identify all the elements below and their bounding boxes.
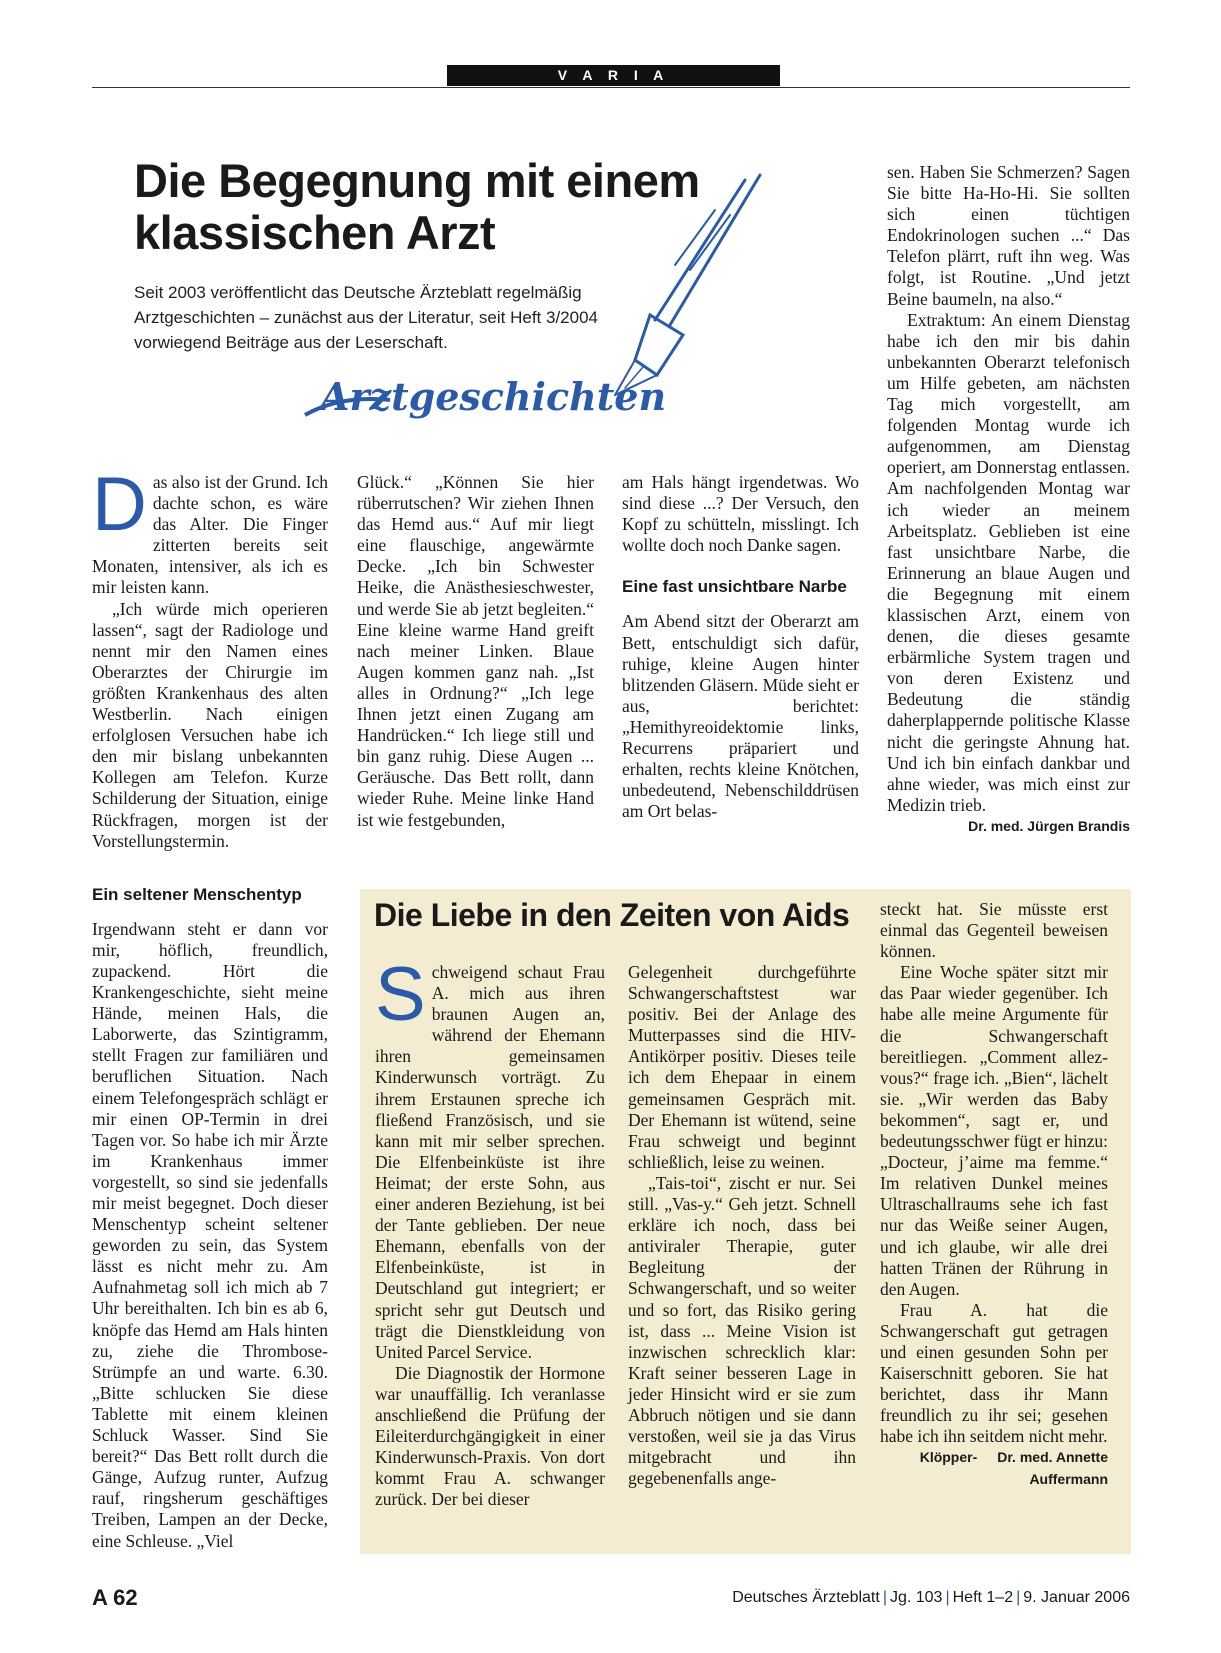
article-paragraph: Am Abend sitzt der Oberarzt am Bett, entschuldigt sich dafür, ruhige, kleine Augen hinter blitzenden Gläsern. Müde sieht er aus, berichtet: „Hemithyreoidektomie links, Recurrens präpariert und erhalten, rechts kleine Knötchen, unbedeutend, Nebenschilddrüsen am Ort belas- xyxy=(622,611,859,822)
box-paragraph: Eine Woche später sitzt mir das Paar wieder gegenüber. Ich habe alle meine Argumente für die Schwangerschaft bereitliegen. „Comment allez-vous?“ frage ich. „Bien“, lächelt sie. „Wir werden das Baby bekommen“, sagt er, und bedeutungsschwer fügt er hinzu: „Docteur, j’aime ma femme.“ Im relativen Dunkel meines Ultraschallraums sehe ich fast nur das Weiße seiner Augen, und ich glaube, wir alle drei hatten Tränen der Rührung in den Augen. xyxy=(880,962,1108,1299)
journal-date: 9. Januar 2006 xyxy=(1023,1589,1130,1606)
box-paragraph: Die Diagnostik der Hormone war unauffällig. Ich veranlasse anschließend die Prüfung der Eileiterdurchgängigkeit in einer Kinderwunsch-Praxis. Von dort kommt Frau A. schwanger zurück. Der bei dieser xyxy=(375,1362,605,1510)
journal-issue: Heft 1–2 xyxy=(952,1589,1014,1606)
article-paragraph: „Ich würde mich operieren lassen“, sagt der Radiologe und nennt mir den Namen eines Oberarztes der Chirurgie im größten Krankenhaus des alten Westberlin. Nach einigen erfolglosen Versuchen habe ich den mir bislang unbekannten Kollegen am Telefon. Kurze Schilderung der Situation, einige Rückfragen, morgen ist der Vorstellungstermin. xyxy=(92,598,328,851)
journal-name: Deutsches Ärzteblatt xyxy=(732,1589,880,1606)
box-paragraph: Schweigend schaut Frau A. mich aus ihren braunen Augen an, während der Ehemann ihren gemeinsamen Kinderwunsch vorträgt. Zu ihrem Erstaunen spreche ich fließend Französisch, und sie kann mit mir selber sprechen. Die Elfenbeinküste ist ihre Heimat; der erste Sohn, aus einer anderen Beziehung, ist bei der Tante geblieben. Der neue Ehemann, ebenfalls von der Elfenbeinküste, ist in Deutschland gut integriert; er spricht sehr gut Deutsch und trägt die Dienstkleidung von United Parcel Service. xyxy=(375,952,605,1362)
box-column-3 xyxy=(880,899,1108,1490)
drop-cap: D xyxy=(92,462,147,547)
article-paragraph: Glück.“ „Können Sie hier rüberrutschen? Wir ziehen Ihnen das Hemd aus.“ Auf mir liegt eine flauschige, angewärmte Decke. „Ich bin Schwester Heike, die Anästhesieschwester, und werde Sie ab jetzt begleiten.“ Eine kleine warme Hand greift nach meiner Linken. Blaue Augen kommen ganz nah. „Ist alles in Ordnung?“ „Ich lege Ihnen jetzt einen Zugang am Handrücken.“ Ich liege still und bin ganz ruhig. Diese Augen ... Geräusche. Das Bett rollt, dann wieder Ruhe. Meine linke Hand ist wie festgebunden, xyxy=(357,472,594,830)
logo-text: Arztgeschichten xyxy=(320,374,667,419)
box-paragraph: steckt hat. Sie müsste erst einmal das Gegenteil beweisen können. xyxy=(880,899,1108,962)
article-paragraph: am Hals hängt irgendetwas. Wo sind diese ...? Der Versuch, den Kopf zu schütteln, misslingt. Ich wollte doch noch Danke sagen. xyxy=(622,472,859,556)
article-column-2 xyxy=(357,472,594,831)
box-author-line2: Klöpper-Auffermann xyxy=(919,1449,1108,1487)
box-paragraph: Frau A. hat die Schwangerschaft gut getragen und einen gesunden Sohn per Kaiserschnitt geboren. Sie hat berichtet, dass ihr Mann freundlich zu ihr sei; gesehen habe ich ihn seitdem nicht mehr. Dr. med. Annette xyxy=(880,1300,1108,1448)
header-rule xyxy=(92,87,1130,88)
article-paragraph: Das also ist der Grund. Ich dachte schon, es wäre das Alter. Die Finger zitterten bereits seit Monaten, intensiver, als ich es mir leisten kann. xyxy=(92,462,328,598)
box-author-line1: Dr. med. Annette xyxy=(997,1449,1108,1466)
article-column-1 xyxy=(92,462,328,1552)
journal-volume: Jg. 103 xyxy=(889,1589,943,1606)
box-paragraph: Gelegenheit durchgeführte Schwangerschaftstest war positiv. Bei der Anlage des Mutterpasses sind die HIV-Antikörper positiv. Dieses teile ich dem Ehepaar in einem gemeinsamen Gespräch mit. Der Ehemann ist wütend, seine Frau schweigt und beginnt schließlich, leise zu weinen. xyxy=(628,962,856,1172)
article-intro: Seit 2003 veröffentlicht das Deutsche Ärzteblatt regelmäßig Arztgeschichten – zunächst aus der Literatur, seit Heft 3/2004 vorwiegend Beiträge aus der Leserschaft. xyxy=(134,283,598,352)
subheading: Eine fast unsichtbare Narbe xyxy=(622,577,847,597)
page-number: A 62 xyxy=(92,1585,138,1610)
author-name: Dr. med. Jürgen Brandis xyxy=(968,817,1130,834)
box-column-2 xyxy=(628,962,856,1489)
box-paragraph: „Tais-toi“, zischt er nur. Sei still. „Vas-y.“ Geh jetzt. Schnell erkläre ich noch, dass bei antiviraler Therapie, guter Begleitung der Schwangerschaft, und so weiter und so fort, das Risiko gering ist, dass ... Meine Vision ist inzwischen schrecklich klar: Kraft seiner besseren Lage in jeder Hinsicht wird er sie zum Abbruch nötigen und sie dann verstoßen, weil sie ja das Virus mitgebracht und ihn gegebenenfalls ange- xyxy=(628,1172,856,1489)
article-title-line1: Die Begegnung mit einem xyxy=(134,154,700,207)
box-column-1 xyxy=(375,952,605,1510)
article-column-3 xyxy=(622,472,859,822)
article-paragraph: Irgendwann steht er dann vor mir, höflich, freundlich, zupackend. Hört die Krankengeschichte, sieht meine Hände, meinen Hals, die Laborwerte, das Szintigramm, stellt Fragen zur familiären und beruflichen Situation. Nach einem Telefongespräch schlägt er mir einen OP-Termin in drei Tagen vor. So habe ich mir Ärzte im Krankenhaus immer vorgestellt, so sind sie jedenfalls mir meist begegnet. Doch dieser Menschentyp scheint seltener geworden zu sein, das System lässt es nicht mehr zu. Am Aufnahmetag soll ich mich ab 7 Uhr bereithalten. Ich bin es ab 6, knöpfe das Hemd am Hals hinten zu, ziehe die Thrombose-Strümpfe an und warte. 6.30. „Bitte schlucken Sie diese Tablette mit einem kleinen Schluck Wasser. Sind Sie bereit?“ Das Bett rollt durch die Gänge, Aufzug runter, Aufzug rauf, ringsherum geschäftiges Treiben, Lampen an der Decke, eine Schleuse. „Viel xyxy=(92,918,328,1551)
section-label: V A R I A xyxy=(447,65,780,86)
article-column-4 xyxy=(887,162,1130,837)
box-title: Die Liebe in den Zeiten von Aids xyxy=(374,897,850,933)
article-paragraph: Extraktum: An einem Dienstag habe ich den mir bis dahin unbekannten Oberarzt telefonisch um Hilfe gebeten, am nächsten Tag mich vorgestellt, am folgenden Montag wurde ich aufgenommen, am Dienstag operiert, am Donnerstag entlassen. Am nachfolgenden Montag war ich wieder an meinem Arbeitsplatz. Geblieben ist eine fast unsichtbare Narbe, die Erinnerung an blaue Augen und die Begegnung mit einem klassischen Arzt, einem von denen, die dieses gesamte erbärmliche System tragen und von deren Existenz und Bedeutung die ständig daherplappernde politische Klasse nicht die geringste Ahnung hat. Und ich bin einfach dankbar und ahne wieder, was mich einst zur Medizin trieb. Dr. med. Jürgen Brandis xyxy=(887,310,1130,816)
arztgeschichten-logo xyxy=(300,360,667,435)
subheading: Ein seltener Menschentyp xyxy=(92,884,302,904)
drop-cap: S xyxy=(375,952,426,1037)
article-paragraph: sen. Haben Sie Schmerzen? Sagen Sie bitte Ha-Ho-Hi. Sie sollten sich einen tüchtigen Endokrinologen suchen ...“ Das Telefon plärrt, ruft ihn weg. Was folgt, ist Routine. „Und jetzt Beine baumeln, na also.“ xyxy=(887,162,1130,309)
article-title-line2: klassischen Arzt xyxy=(134,206,496,259)
journal-reference: Deutsches Ärzteblatt | Jg. 103 | Heft 1–2 | 9. Januar 2006 xyxy=(732,1589,1130,1606)
